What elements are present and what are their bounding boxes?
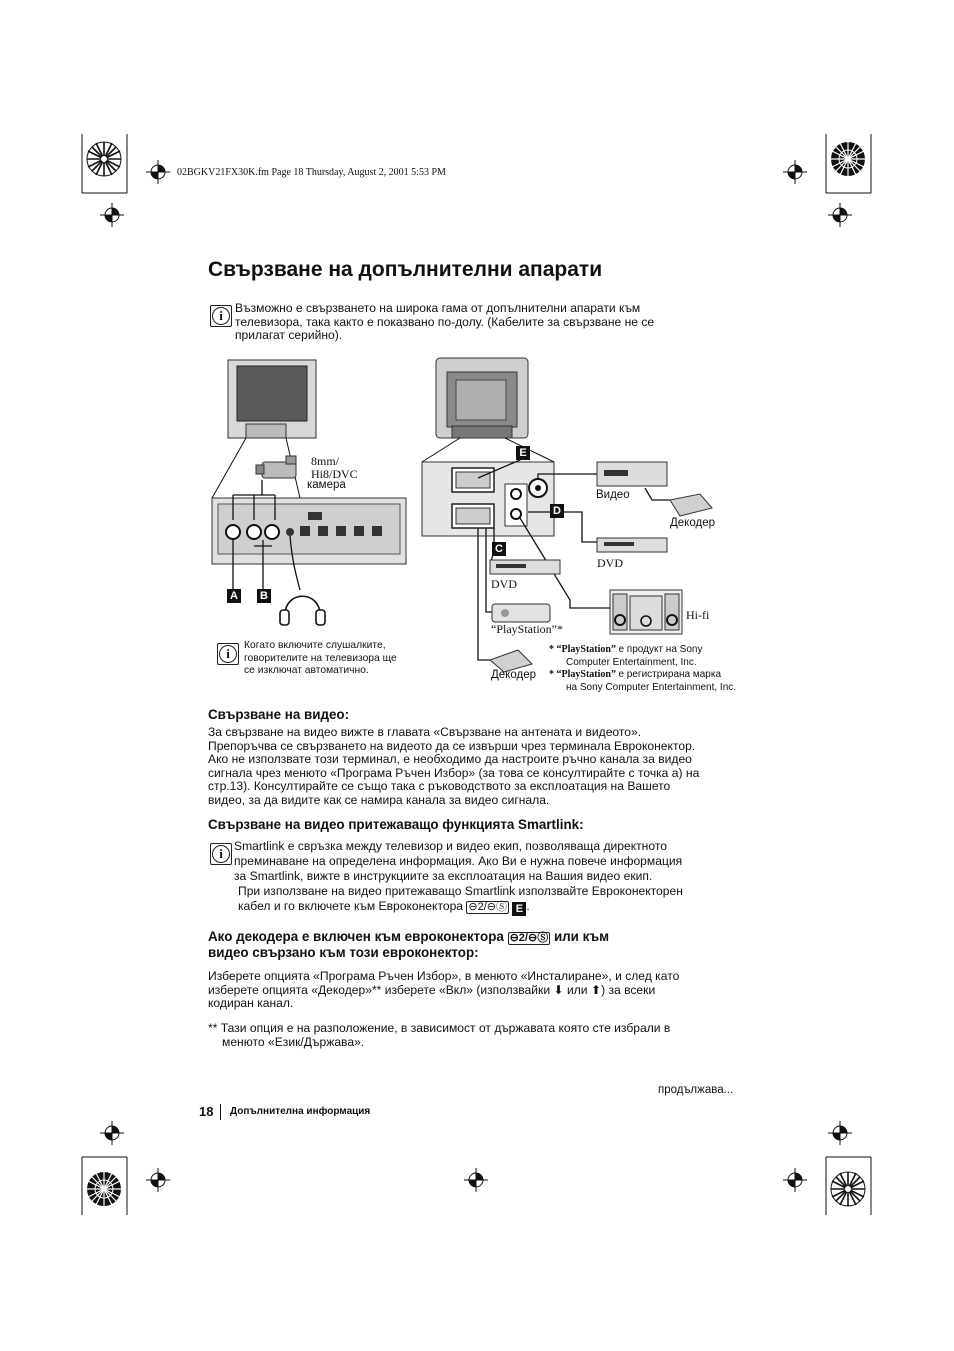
info-icon: i bbox=[217, 643, 239, 665]
section-decoder-text: Изберете опцията «Програма Ръчен Избор», в менюто «Инсталиране», и след като изберете опцията «Декодер»** изберете «Вкл» (използвайки ⬇ или ⬆) за всеки кодиран канал. bbox=[208, 969, 680, 1011]
section-smartlink-heading: Свързване на видео притежаващо функцията Smartlink: bbox=[208, 817, 584, 832]
file-header: 02BGKV21FX30K.fm Page 18 Thursday, August 2, 2001 5:53 PM bbox=[177, 167, 446, 178]
connector-e-badge: E bbox=[512, 902, 526, 916]
section-video-text: За свързване на видео вижте в главата «Свързване на антената и видеото». Препоръчва се свързването на видеото да се извърши чрез терминала Евроконектор. Ако не използвате този терминал, е необходимо да настроите ръчно канала за видео сигнала чрез менюто «Програма Ръчен Избор» (за това се консултирайте с точка а) на стр.13). Консултирайте се също така с ръководството за експлоатация на Вашето видео, за да видите как се намира канала за видео сигнала. bbox=[208, 725, 700, 807]
headphones-icon bbox=[280, 596, 325, 625]
hifi-label: Hi-fi bbox=[686, 608, 710, 622]
info-icon: i bbox=[210, 843, 232, 865]
continues-text: продължава... bbox=[658, 1084, 734, 1096]
camera-label: 8mm/ Hi8/DVC bbox=[311, 454, 358, 481]
arrow-down-icon: ⬇ bbox=[553, 982, 564, 997]
vcr-device bbox=[597, 462, 667, 486]
tv-back bbox=[436, 358, 528, 438]
intro-text: Възможно е свързването на широка гама от допълнителни апарати към телевизора, така както е показвано по-долу. (Кабелите за свързване не се прилагат серийно). bbox=[235, 301, 655, 343]
section-decoder-heading: Ако декодера е включен към евроконектора ⊖2/⊖Ⓢ или към видео свързано към този евроконектор: bbox=[208, 929, 609, 960]
dvd-label-right: DVD bbox=[597, 556, 623, 570]
decoder-label-left: Декодер bbox=[491, 669, 536, 681]
playstation-trademark-note: * “PlayStation” е продукт на Sony Computer Entertainment, Inc. * “PlayStation” е регистрирана марка на Sony Computer Entertainment, Inc. bbox=[549, 644, 737, 693]
connector-c-badge: C bbox=[492, 542, 506, 556]
dvd-device-left bbox=[490, 560, 560, 574]
footer-divider bbox=[220, 1104, 221, 1120]
hifi-device bbox=[610, 590, 682, 634]
dvd-device-right bbox=[597, 538, 667, 552]
page-title: Свързване на допълнителни апарати bbox=[208, 258, 603, 281]
tv-front bbox=[228, 360, 316, 438]
connector-b-badge: B bbox=[257, 589, 271, 603]
info-icon: i bbox=[210, 305, 232, 327]
scart-connector-icon: ⊖2/⊖Ⓢ bbox=[509, 932, 549, 944]
connector-d-badge: D bbox=[550, 504, 564, 518]
decoder-device-right bbox=[670, 494, 712, 516]
section-smartlink-text: Smartlink е свръзка между телевизор и видео екип, позволяваща директното преминаване на определена информация. Ако Ви е нужна повече информация за Smartlink, вижте в инструкциите за експлоатация на Вашия видео екип. При използване на видео притежаващо Smartlink използвайте Евроконекторен кабел и го включете към Евроконектора ⊖2/⊖Ⓢ E . bbox=[234, 839, 683, 915]
connector-e-badge: E bbox=[516, 446, 530, 460]
playstation-label: “PlayStation”* bbox=[491, 622, 563, 636]
decoder-label-right: Декодер bbox=[670, 517, 715, 529]
section-video-heading: Свързване на видео: bbox=[208, 707, 350, 722]
footer-section: Допълнителна информация bbox=[230, 1106, 371, 1117]
headphone-note: Когато включите слушалките, говорителите на телевизора ще се изключат автоматично. bbox=[244, 640, 397, 676]
camera-label-text: камера bbox=[307, 479, 346, 491]
decoder-footnote: ** Тази опция е на разположение, в зависимост от държавата която сте избрали в менюто «Език/Държава». bbox=[208, 1021, 671, 1049]
arrow-up-icon: ⬆ bbox=[590, 982, 602, 997]
front-panel bbox=[212, 498, 406, 564]
video-label: Видео bbox=[596, 489, 630, 501]
camcorder-icon bbox=[256, 456, 296, 478]
scart-connector-icon: ⊖2/⊖Ⓢ bbox=[468, 901, 508, 913]
page-number: 18 bbox=[199, 1104, 214, 1119]
dvd-label-left: DVD bbox=[491, 577, 517, 591]
playstation-device bbox=[492, 604, 550, 622]
connector-a-badge: A bbox=[227, 589, 241, 603]
